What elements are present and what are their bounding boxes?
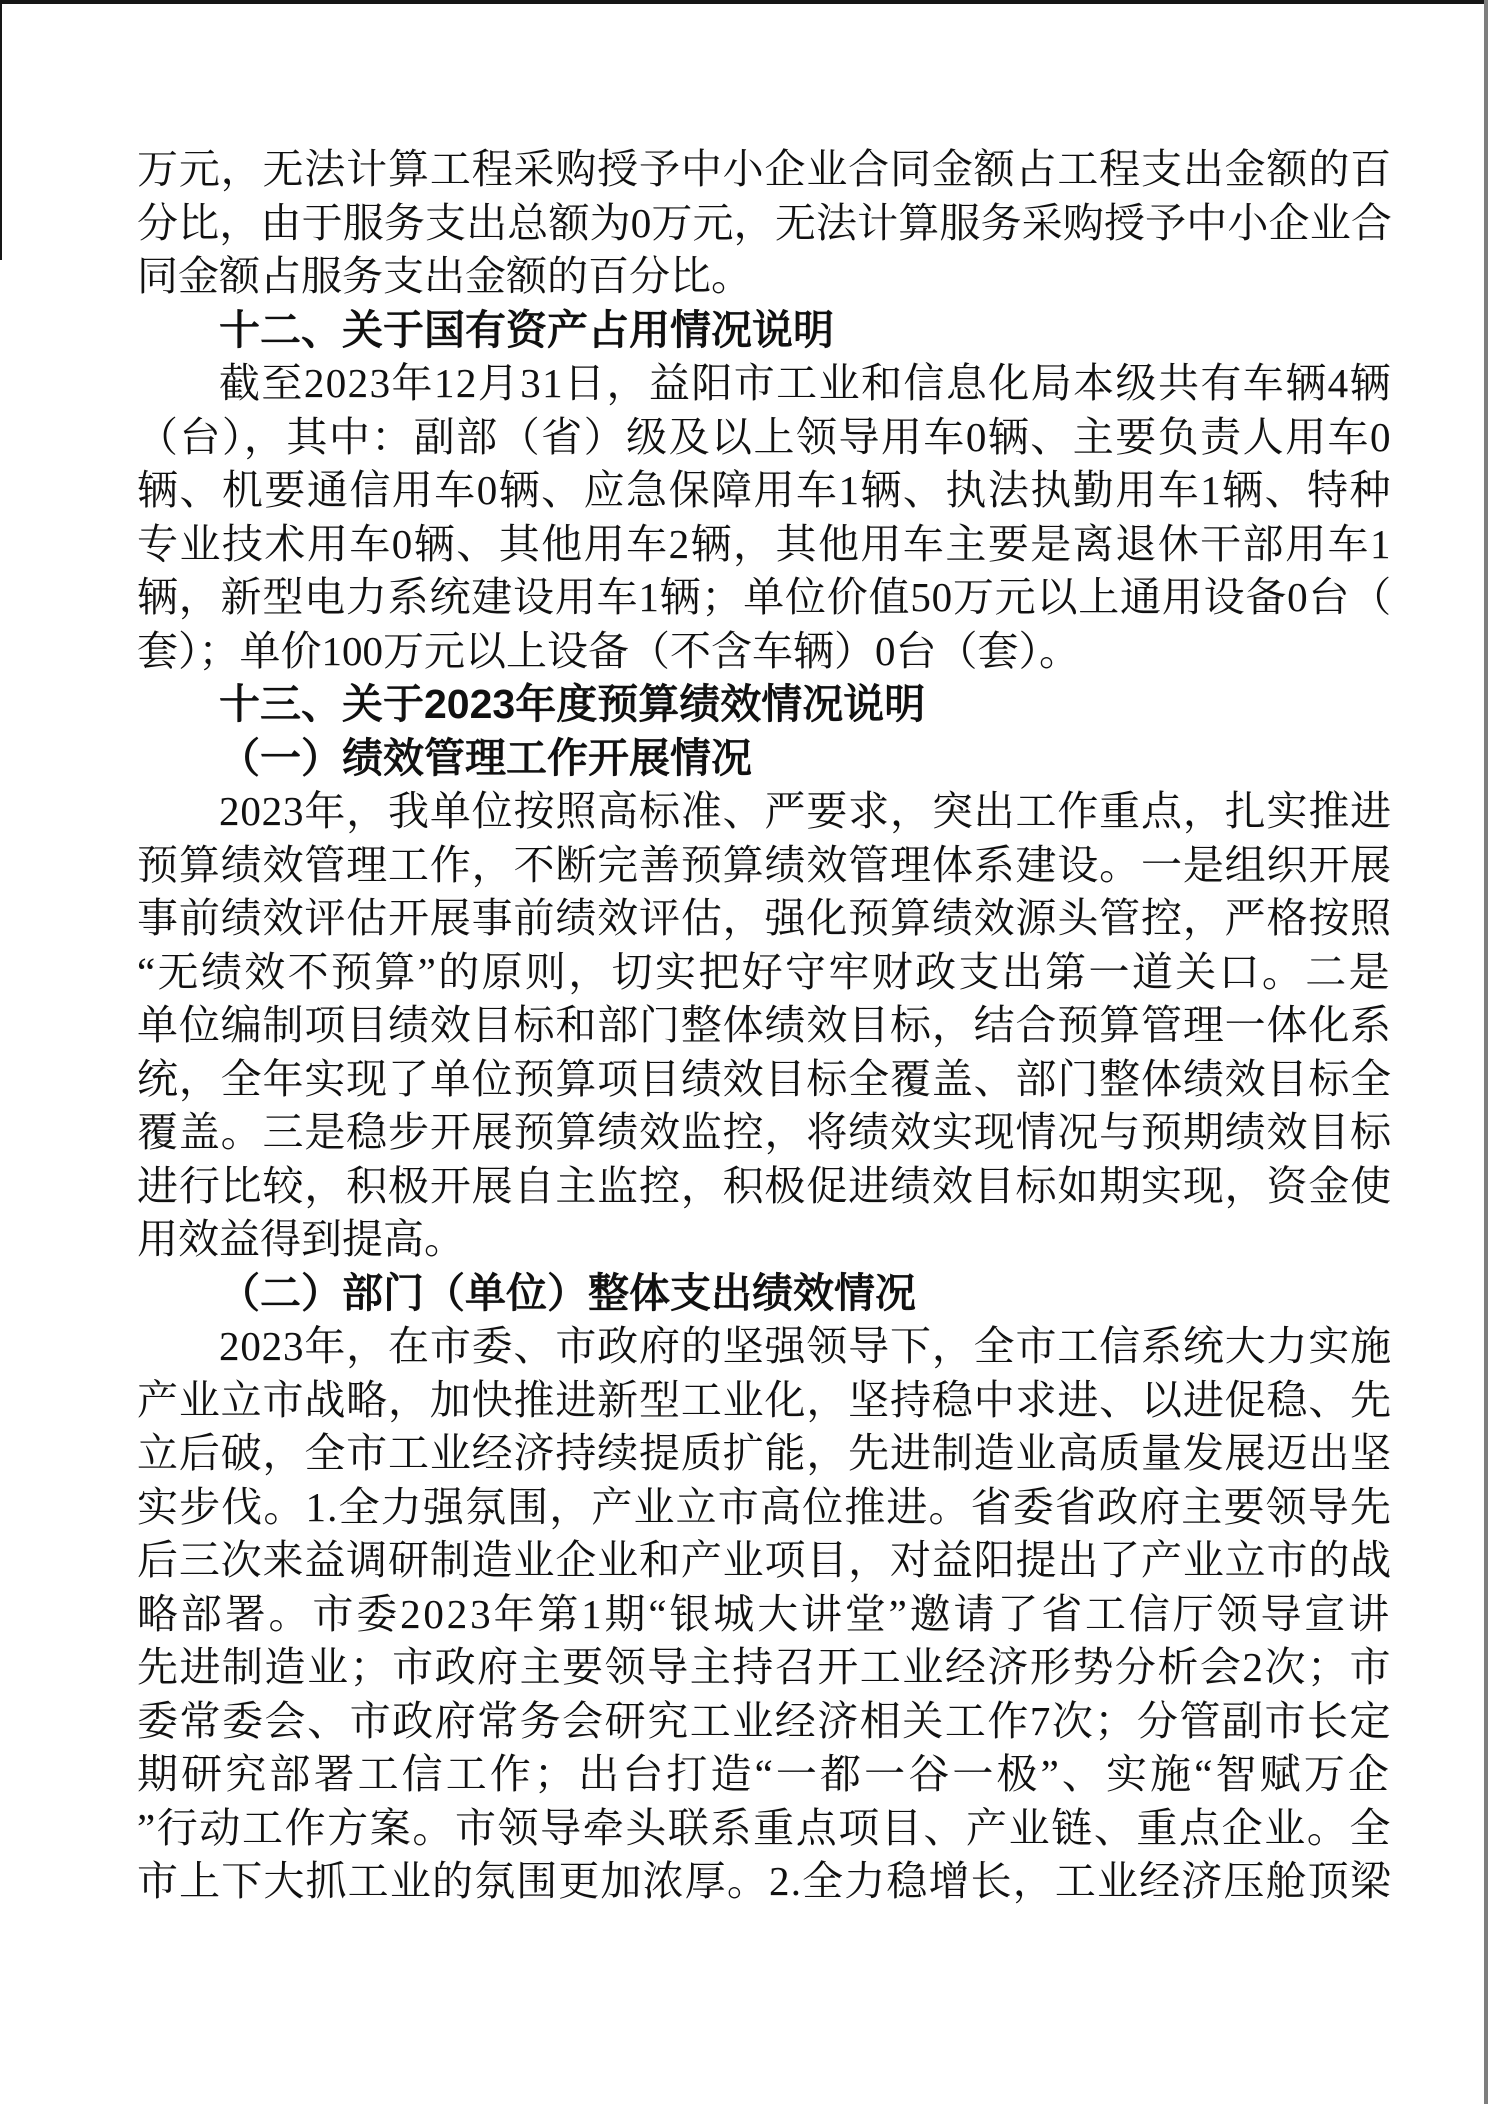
line-text: 委常委会、市政府常务会研究工业经济相关工作7次；分管副市长定 (137, 1697, 1392, 1744)
paragraph-text-line (137, 1427, 1392, 1481)
line-text: 单位编制项目绩效目标和部门整体绩效目标，结合预算管理一体化系 (137, 1002, 1392, 1048)
line-text: 产业立市战略，加快推进新型工业化，坚持稳中求进、以进促稳、先 (137, 1376, 1392, 1423)
line-text: 先进制造业；市政府主要领导主持召开工业经济形势分析会2次；市 (137, 1644, 1392, 1690)
line-text: 进行比较，积极开展自主监控，积极促进绩效目标如期实现，资金使 (137, 1162, 1392, 1209)
document-text-block (137, 143, 1392, 1909)
section-heading-line-level-2 (137, 1267, 1392, 1321)
paragraph-text-line (137, 464, 1392, 518)
paragraph-text-line (137, 197, 1392, 251)
paragraph-text-line (137, 411, 1392, 465)
line-text: 用效益得到提高。 (137, 1216, 465, 1262)
line-text: 后三次来益调研制造业企业和产业项目，对益阳提出了产业立市的战 (137, 1537, 1392, 1583)
line-text: 立后破，全市工业经济持续提质扩能，先进制造业高质量发展迈出坚 (137, 1430, 1392, 1476)
paragraph-text-line (137, 357, 1392, 411)
section-heading-line-level-1 (137, 304, 1392, 358)
line-text: 预算绩效管理工作，不断完善预算绩效管理体系建设。一是组织开展 (137, 841, 1392, 888)
line-text: 同金额占服务支出金额的百分比。 (137, 253, 752, 299)
paragraph-text-line (137, 1374, 1392, 1428)
paragraph-text-line (137, 892, 1392, 946)
paragraph-text-line (137, 1748, 1392, 1802)
paragraph-text-line (137, 1588, 1392, 1642)
page-right-edge-line (1484, 0, 1488, 2104)
line-text: 市上下大抓工业的氛围更加浓厚。2.全力稳增长，工业经济压舱顶梁 (137, 1858, 1392, 1904)
paragraph-text-line (137, 1695, 1392, 1749)
section-heading-line-level-2 (137, 732, 1392, 786)
line-text: 实步伐。1.全力强氛围，产业立市高位推进。省委省政府主要领导先 (137, 1483, 1392, 1530)
section-heading-line-level-1 (137, 678, 1392, 732)
line-text: 分比，由于服务支出总额为0万元，无法计算服务采购授予中小企业合 (137, 199, 1392, 246)
line-text: 2023年，我单位按照高标准、严要求，突出工作重点，扎实推进 (219, 788, 1392, 834)
paragraph-text-line (137, 1802, 1392, 1856)
paragraph-text-line (137, 143, 1392, 197)
line-text: 十二、关于国有资产占用情况说明 (219, 306, 834, 353)
paragraph-text-line (137, 1855, 1392, 1909)
paragraph-text-line (137, 1641, 1392, 1695)
paragraph-text-line (137, 1053, 1392, 1107)
line-text: 辆、机要通信用车0辆、应急保障用车1辆、执法执勤用车1辆、特种 (137, 467, 1392, 513)
line-text: 2023年，在市委、市政府的坚强领导下，全市工信系统大力实施 (219, 1323, 1392, 1369)
line-text: 事前绩效评估开展事前绩效评估，强化预算绩效源头管控，严格按照 (137, 895, 1392, 941)
paragraph-text-line (137, 946, 1392, 1000)
line-text: 截至2023年12月31日，益阳市工业和信息化局本级共有车辆4辆 (219, 360, 1392, 406)
line-text: （二）部门（单位）整体支出绩效情况 (219, 1269, 916, 1316)
paragraph-text-line (137, 1213, 1392, 1267)
page-top-edge-line (0, 0, 1488, 4)
paragraph-text-line (137, 785, 1392, 839)
line-text: 期研究部署工信工作；出台打造“一都一谷一极”、实施“智赋万企 (137, 1751, 1392, 1797)
paragraph-text-line (137, 1481, 1392, 1535)
line-text: 辆，新型电力系统建设用车1辆；单位价值50万元以上通用设备0台（ (137, 574, 1392, 620)
line-text: 覆盖。三是稳步开展预算绩效监控，将绩效实现情况与预期绩效目标 (137, 1109, 1392, 1155)
paragraph-text-line (137, 1534, 1392, 1588)
page-left-edge-line (0, 0, 2, 260)
line-text: 套）；单价100万元以上设备（不含车辆）0台（套）。 (137, 627, 1080, 674)
paragraph-text-line (137, 999, 1392, 1053)
paragraph-text-line (137, 571, 1392, 625)
paragraph-text-line (137, 625, 1392, 679)
paragraph-text-line (137, 839, 1392, 893)
line-text: 十三、关于2023年度预算绩效情况说明 (219, 681, 926, 727)
line-text: 略部署。市委2023年第1期“银城大讲堂”邀请了省工信厅领导宣讲 (137, 1590, 1392, 1637)
line-text: “无绩效不预算”的原则，切实把好守牢财政支出第一道关口。二是 (137, 948, 1392, 995)
line-text: 专业技术用车0辆、其他用车2辆，其他用车主要是离退休干部用车1 (137, 520, 1392, 567)
paragraph-text-line (137, 1320, 1392, 1374)
line-text: 统，全年实现了单位预算项目绩效目标全覆盖、部门整体绩效目标全 (137, 1055, 1392, 1102)
paragraph-text-line (137, 518, 1392, 572)
line-text: （台），其中：副部（省）级及以上领导用车0辆、主要负责人用车0 (137, 413, 1392, 460)
line-text: （一）绩效管理工作开展情况 (219, 734, 752, 781)
paragraph-text-line (137, 1106, 1392, 1160)
line-text: ”行动工作方案。市领导牵头联系重点项目、产业链、重点企业。全 (137, 1804, 1392, 1851)
paragraph-text-line (137, 1160, 1392, 1214)
line-text: 万元，无法计算工程采购授予中小企业合同金额占工程支出金额的百 (137, 146, 1392, 192)
paragraph-text-line (137, 250, 1392, 304)
